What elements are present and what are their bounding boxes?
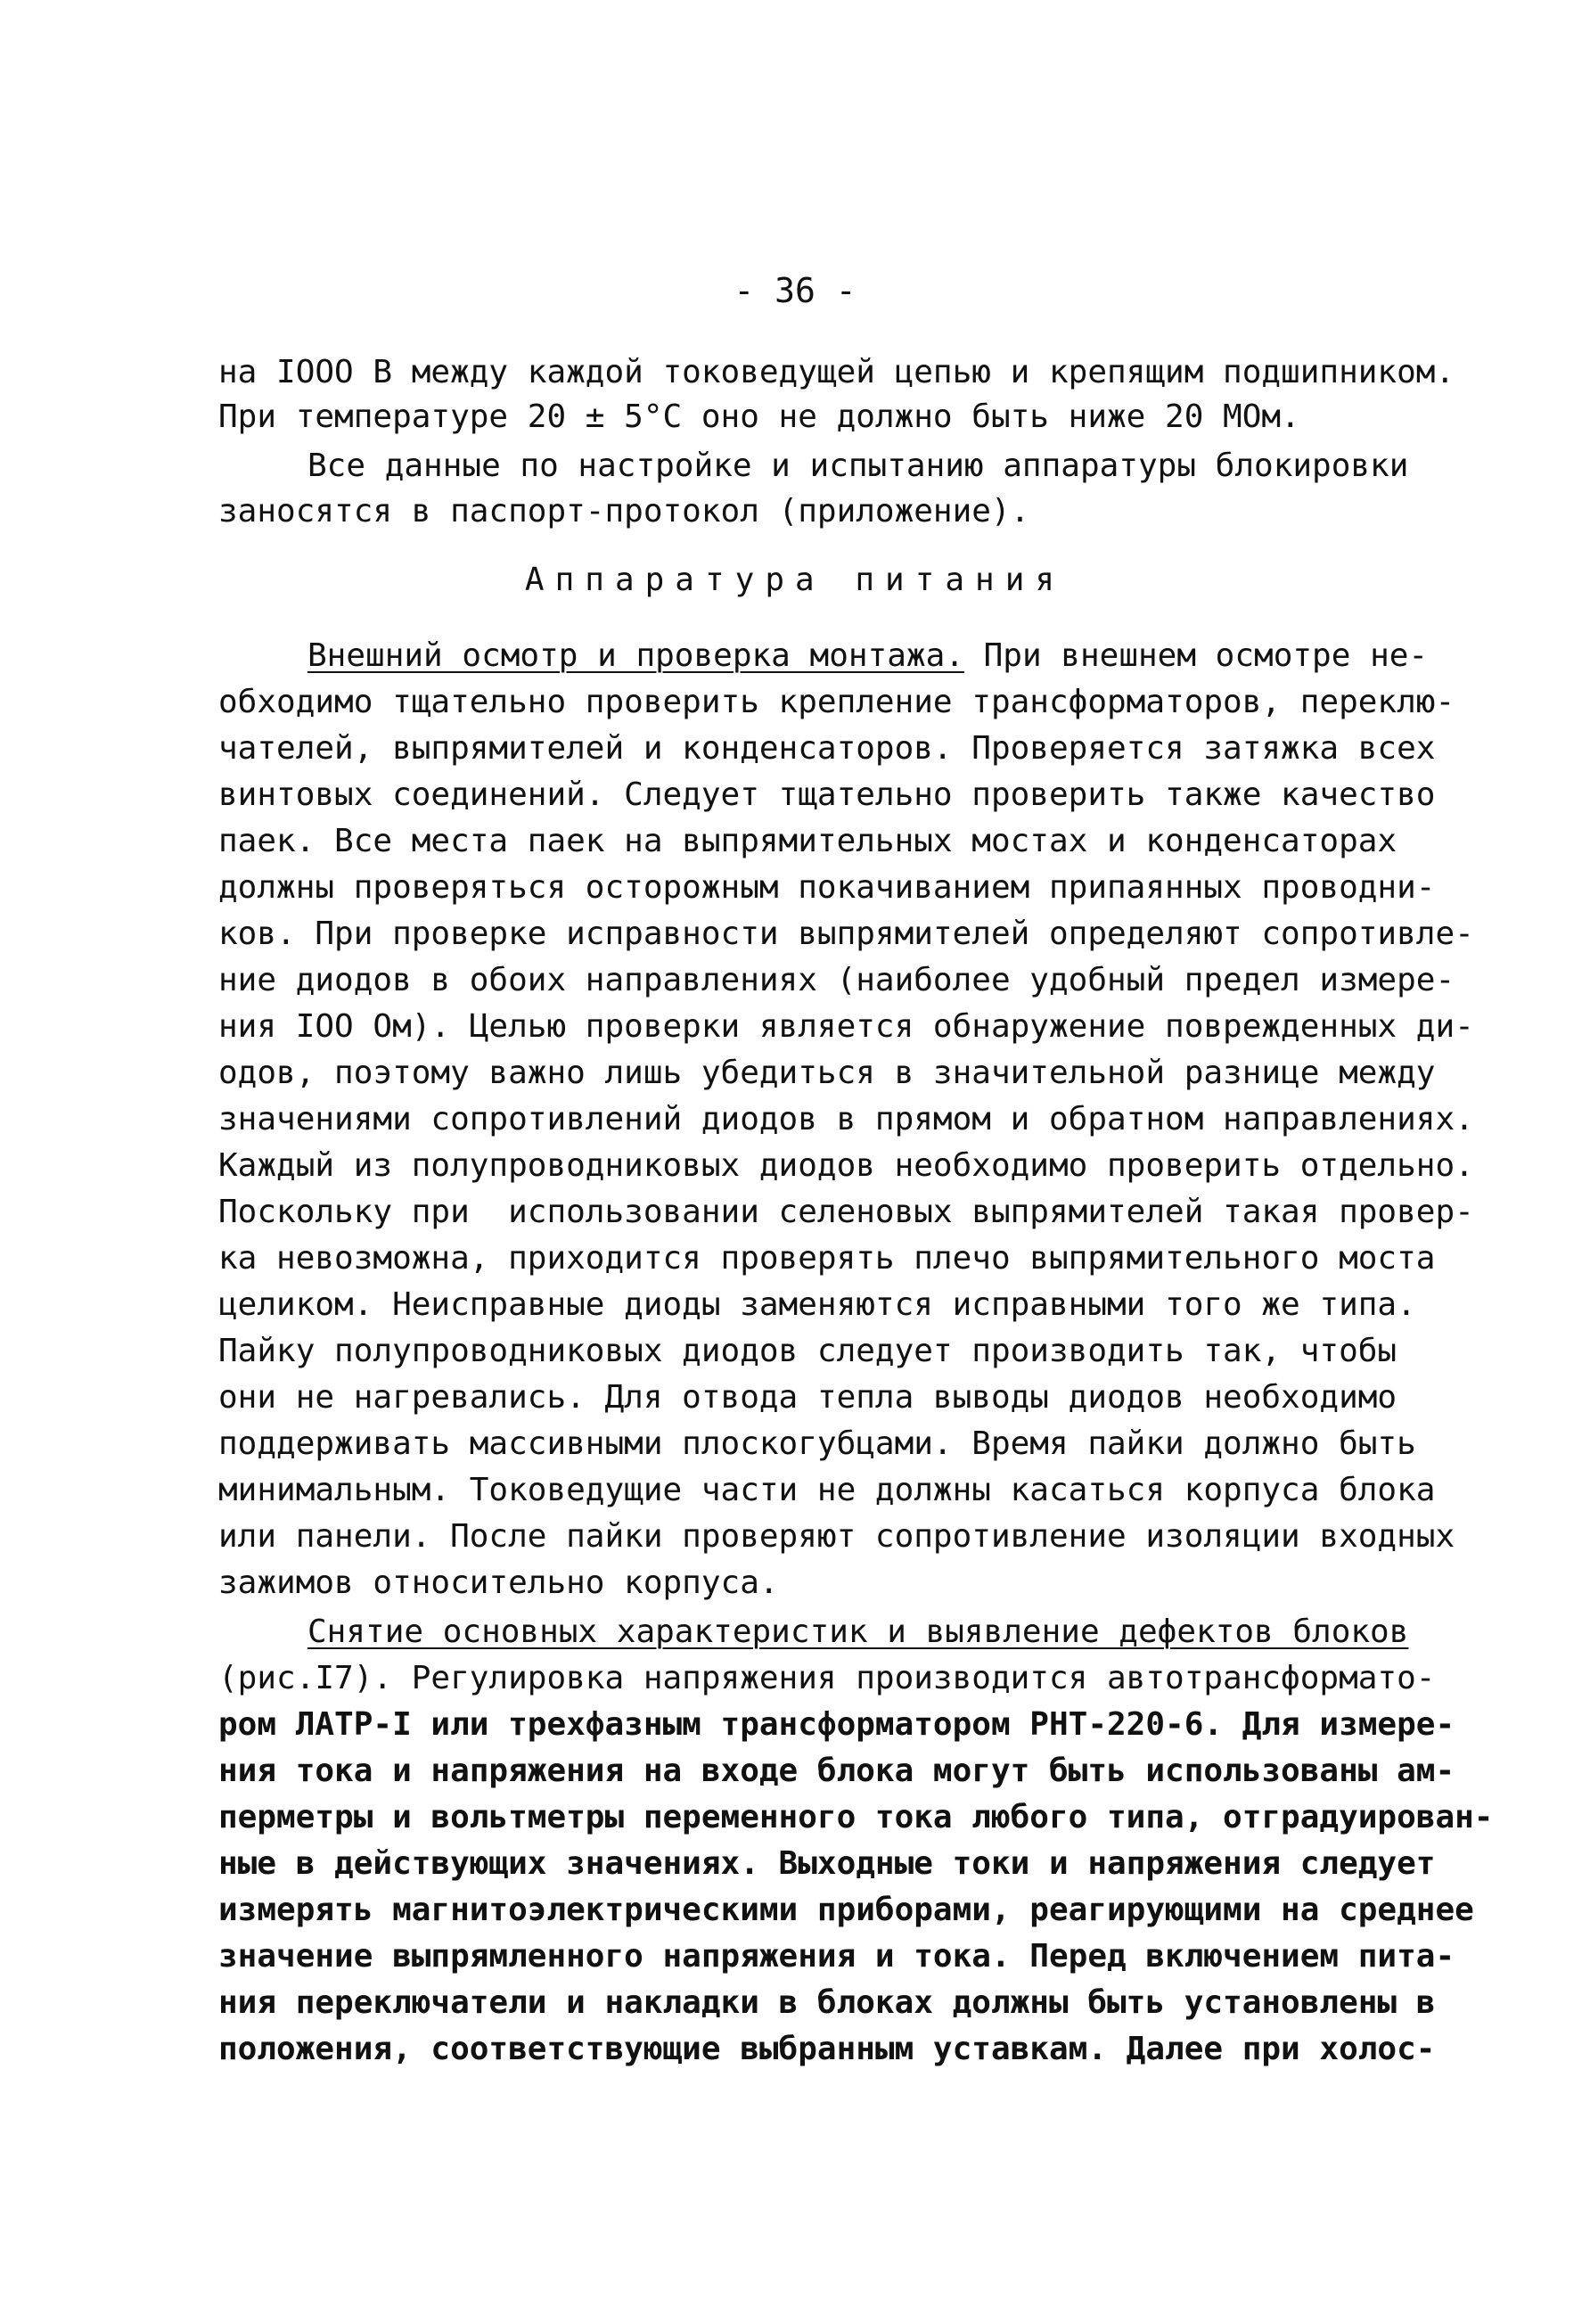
paragraph-2-line-4: ния тока и напряжения на входе блока могут быть использованы ам-: [218, 1753, 1455, 1789]
paragraph-1-line-15: целиком. Неисправные диоды заменяются исправными того же типа.: [218, 1286, 1416, 1323]
paragraph-1-line-18: поддерживать массивными плоскогубцами. Время пайки должно быть: [218, 1425, 1416, 1462]
paragraph-2-line-9: ния переключатели и накладки в блоках должны быть установлены в: [218, 1984, 1436, 2021]
paragraph-2-line-6: ные в действующих значениях. Выходные токи и напряжения следует: [218, 1845, 1436, 1882]
paragraph-1-lead: Внешний осмотр и проверка монтажа.: [307, 637, 964, 674]
paragraph-1-line-7: ков. При проверке исправности выпрямителей определяют сопротивле-: [218, 916, 1474, 952]
intro-line-4: заносятся в паспорт-протокол (приложение).: [218, 493, 1030, 530]
paragraph-1-line-21: зажимов относительно корпуса.: [218, 1564, 779, 1601]
paragraph-2-line-3: ром ЛАТР-I или трехфазным трансформатором РНТ-220-6. Для измере-: [218, 1706, 1455, 1743]
paragraph-2-line-7: измерять магнитоэлектрическими приборами, реагирующими на среднее: [218, 1892, 1474, 1928]
paragraph-1-line-17: они не нагревались. Для отвода тепла выводы диодов необходимо: [218, 1379, 1397, 1416]
paragraph-1-line-3: чателей, выпрямителей и конденсаторов. Проверяется затяжка всех: [218, 730, 1436, 767]
paragraph-1-line-9: ния IOO Ом). Целью проверки является обнаружение поврежденных ди-: [218, 1008, 1474, 1045]
paragraph-2-line-1: [307, 1609, 1408, 1655]
paragraph-1-line-19: минимальным. Токоведущие части не должны касаться корпуса блока: [218, 1472, 1436, 1508]
paragraph-1-line-5: паек. Все места паек на выпрямительных мостах и конденсаторах: [218, 823, 1397, 859]
paragraph-1-line-10: одов, поэтому важно лишь убедиться в значительной разнице между: [218, 1055, 1436, 1091]
paragraph-1-line-2: обходимо тщательно проверить крепление трансформаторов, переклю-: [218, 684, 1455, 720]
intro-line-3: Все данные по настройке и испытанию аппаратуры блокировки: [307, 448, 1409, 484]
paragraph-1-line-13: Поскольку при использовании селеновых выпрямителей такая провер-: [218, 1194, 1474, 1230]
paragraph-2-line-2: (рис.I7). Регулировка напряжения производится автотрансформато-: [218, 1660, 1436, 1696]
paragraph-1-line-14: ка невозможна, приходится проверять плечо выпрямительного моста: [218, 1240, 1436, 1277]
paragraph-1-line-16: Пайку полупроводниковых диодов следует производить так, чтобы: [218, 1333, 1397, 1369]
paragraph-1-line-8: ние диодов в обоих направлениях (наиболее удобный предел измере-: [218, 962, 1455, 998]
paragraph-1-line-4: винтовых соединений. Следует тщательно проверить также качество: [218, 776, 1436, 813]
paragraph-2-lead: Снятие основных характеристик и выявление дефектов блоков: [307, 1614, 1409, 1650]
section-heading: Аппаратура питания: [524, 562, 1066, 598]
paragraph-2-line-8: значение выпрямленного напряжения и тока. Перед включением пита-: [218, 1938, 1455, 1975]
paragraph-2-line-10: положения, соответствующие выбранным уставкам. Далее при холос-: [218, 2031, 1436, 2067]
paragraph-1-line-1: [307, 633, 1428, 679]
intro-line-2: При температуре 20 ± 5°С оно не должно быть ниже 20 МОм.: [218, 398, 1300, 435]
paragraph-1-line-11: значениями сопротивлений диодов в прямом и обратном направлениях.: [218, 1101, 1474, 1137]
paragraph-1-line-1-rest: При внешнем осмотре не-: [963, 637, 1429, 674]
paragraph-2-line-5: перметры и вольтметры переменного тока любого типа, отградуирован-: [218, 1799, 1494, 1835]
paragraph-1-line-20: или панели. После пайки проверяют сопротивление изоляции входных: [218, 1518, 1455, 1555]
paragraph-1-line-12: Каждый из полупроводниковых диодов необходимо проверить отдельно.: [218, 1147, 1474, 1184]
paragraph-1-line-6: должны проверяться осторожным покачиванием припаянных проводни-: [218, 869, 1436, 906]
intro-line-1: на IOOO В между каждой токоведущей цепью и крепящим подшипником.: [218, 354, 1455, 390]
page-number: - 36 -: [734, 271, 856, 310]
